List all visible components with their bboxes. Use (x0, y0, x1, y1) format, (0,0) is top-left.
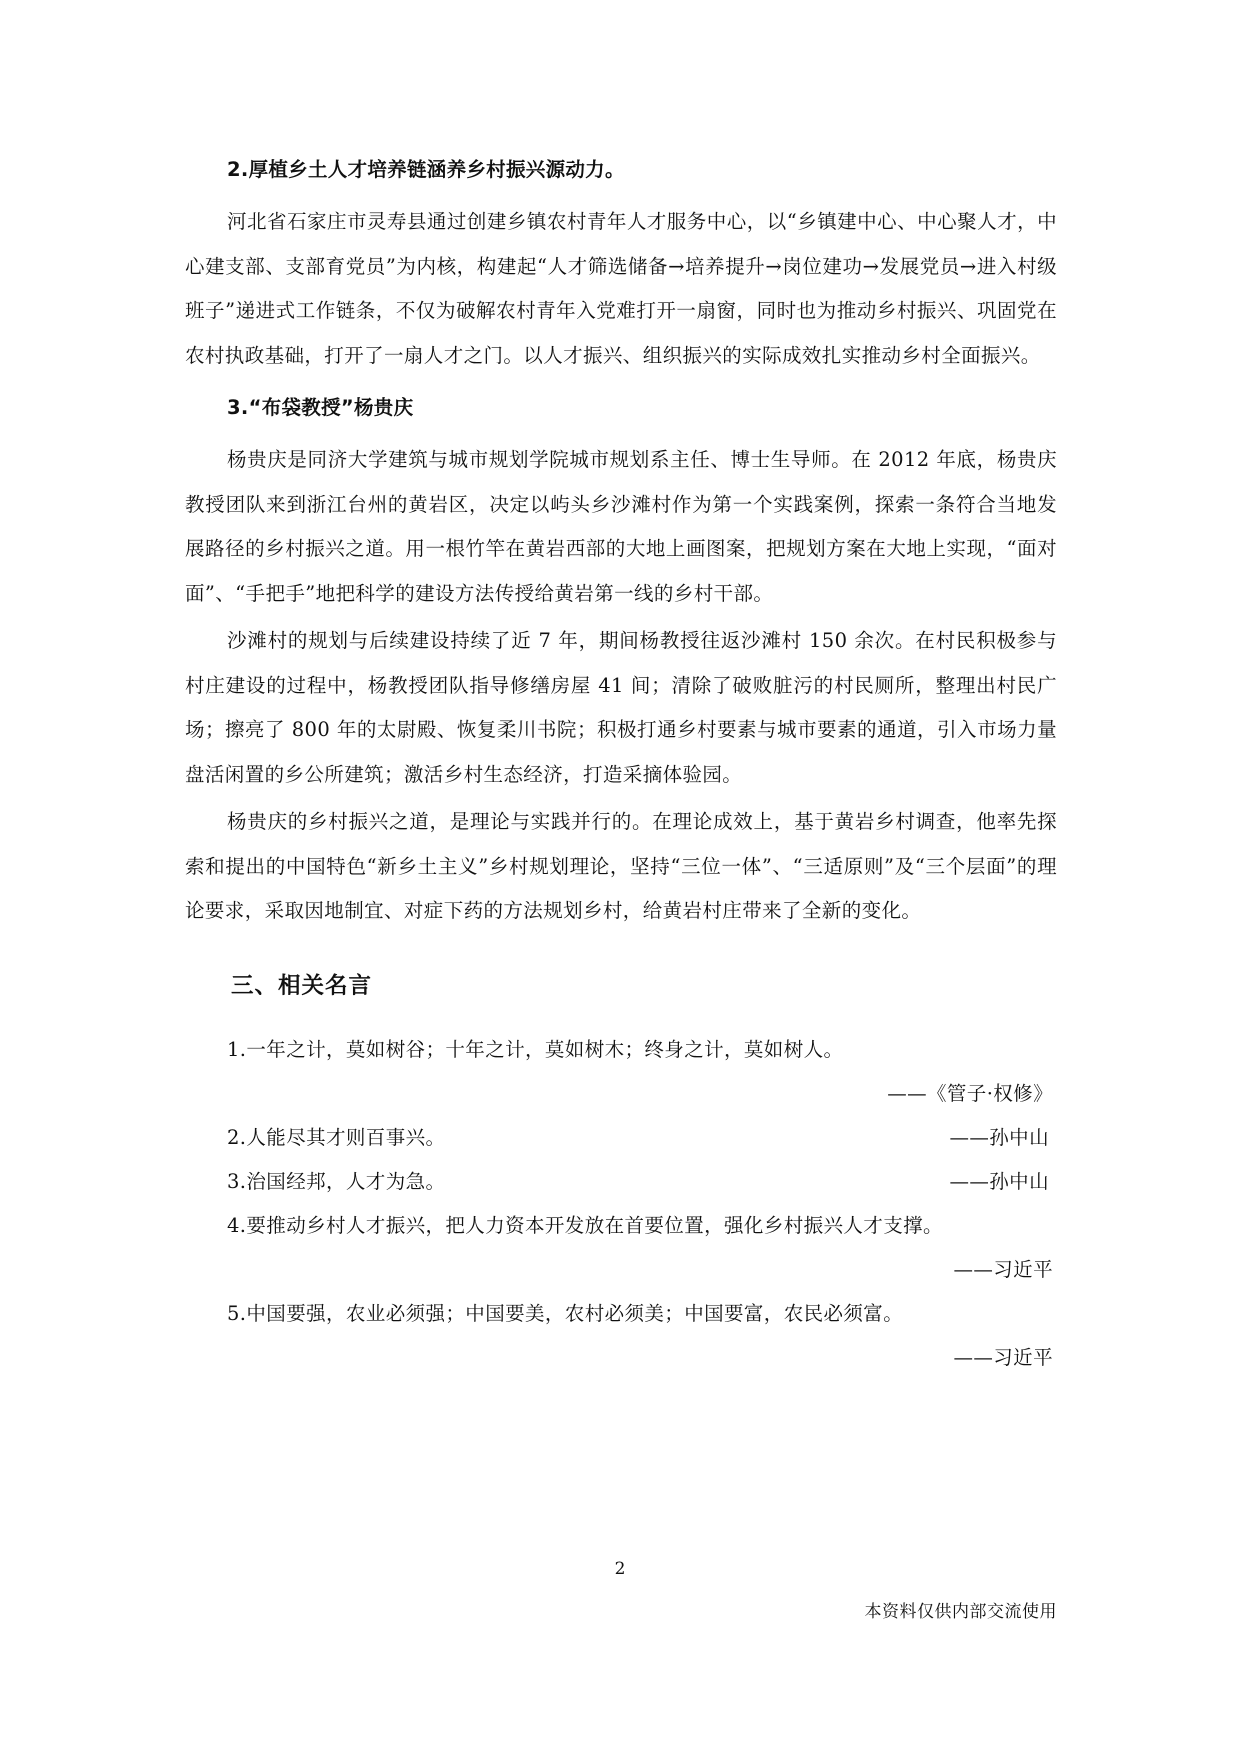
quote-3-text: 3.治国经邦，人才为急。 (227, 1169, 446, 1193)
section-heading-talent-chain: 2.厚植乡土人才培养链涵养乡村振兴源动力。 (227, 158, 625, 181)
quote-4-source: ——习近平 (953, 1257, 1053, 1281)
paragraph-shatan-village: 沙滩村的规划与后续建设持续了近 7 年，期间杨教授往返沙滩村 150 余次。在村民积极参与村庄建设的过程中，杨教授团队指导修缮房屋 41 间；清除了破败脏污的村民厕所，整理出村民广场；擦亮了 800 年的太尉殿、恢复柔川书院；积极打通乡村要素与城市要素的通道，引入市场力量盘活闲置的乡公所建筑；激活乡村生态经济，打造采摘体验园。 (185, 629, 1057, 786)
page-number: 2 (614, 1559, 626, 1579)
quote-5-text: 5.中国要强，农业必须强；中国要美，农村必须美；中国要富，农民必须富。 (227, 1301, 904, 1325)
footer-note: 本资料仅供内部交流使用 (864, 1602, 1057, 1622)
paragraph-yang-intro: 杨贵庆是同济大学建筑与城市规划学院城市规划系主任、博士生导师。在 2012 年底，杨贵庆教授团队来到浙江台州的黄岩区，决定以屿头乡沙滩村作为第一个实践案例，探索一条符合当地发展路径的乡村振兴之道。用一根竹竿在黄岩西部的大地上画图案，把规划方案在大地上实现，“面对面”、“手把手”地把科学的建设方法传授给黄岩第一线的乡村干部。 (185, 448, 1057, 605)
quote-2 (185, 1116, 1057, 1160)
quote-5-source: ——习近平 (953, 1345, 1053, 1369)
quote-2-source: ——孙中山 (949, 1125, 1049, 1149)
section-heading-professor-yang: 3.“布袋教授”杨贵庆 (227, 396, 414, 419)
quote-list (185, 1028, 1057, 1380)
quote-3 (185, 1160, 1057, 1204)
paragraph-lingshou: 河北省石家庄市灵寿县通过创建乡镇农村青年人才服务中心，以“乡镇建中心、中心聚人才，中心建支部、支部育党员”为内核，构建起“人才筛选储备→培养提升→岗位建功→发展党员→进入村级班子”递进式工作链条，不仅为破解农村青年入党难打开一扇窗，同时也为推动乡村振兴、巩固党在农村执政基础，打开了一扇人才之门。以人才振兴、组织振兴的实际成效扎实推动乡村全面振兴。 (185, 210, 1057, 367)
quote-2-text: 2.人能尽其才则百事兴。 (227, 1125, 446, 1149)
page-content (185, 148, 1057, 1380)
paragraph-yang-theory: 杨贵庆的乡村振兴之道，是理论与实践并行的。在理论成效上，基于黄岩乡村调查，他率先探索和提出的中国特色“新乡土主义”乡村规划理论，坚持“三位一体”、“三适原则”及“三个层面”的理论要求，采取因地制宜、对症下药的方法规划乡村，给黄岩村庄带来了全新的变化。 (185, 810, 1057, 922)
quote-4-text: 4.要推动乡村人才振兴，把人力资本开发放在首要位置，强化乡村振兴人才支撑。 (227, 1213, 943, 1237)
quote-3-source: ——孙中山 (949, 1169, 1049, 1193)
quotes-section-heading: 三、相关名言 (231, 972, 373, 999)
quote-1-source: ——《管子·权修》 (887, 1081, 1053, 1105)
quote-1-text: 1.一年之计，莫如树谷；十年之计，莫如树木；终身之计，莫如树人。 (227, 1037, 844, 1061)
